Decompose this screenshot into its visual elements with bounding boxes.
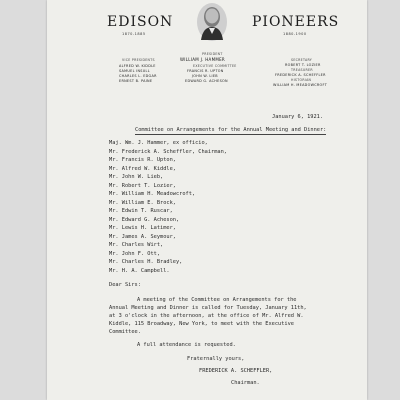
member-line: Mr. James A. Seymour, (109, 233, 176, 240)
member-line: Mr. Charles Wirt, (109, 242, 164, 248)
vice-president-name: CHARLES L. EDGAR (119, 74, 157, 78)
member-line: Mr. Robert T. Lozier, (109, 182, 176, 189)
member-line: Mr. John F. Ott, (109, 250, 161, 257)
portrait-image (193, 0, 231, 42)
member-line: Mr. Edward G. Acheson, (109, 216, 180, 223)
letterhead-year-right: 1880-1900 (283, 32, 307, 36)
vice-presidents-heading: VICE PRESIDENTS (122, 58, 155, 62)
salutation: Dear Sirs: (109, 282, 141, 288)
member-line: Mr. Frederick A. Scheffler, Chairman, (109, 148, 227, 155)
treasurer-heading: TREASURER (291, 68, 313, 72)
member-line: Mr. John W. Lieb, (109, 174, 164, 180)
signer-title: Chairman. (231, 380, 260, 386)
vice-president-name: SAMUEL INSULL (119, 69, 150, 73)
member-line: Mr. Alfred W. Kiddle, (109, 165, 176, 172)
president-name: WILLIAM J. HAMMER (180, 57, 226, 62)
letterhead-org-left: EDISON (107, 14, 174, 30)
letterhead-org-right: PIONEERS (252, 14, 340, 30)
body-line: Annual Meeting and Dinner is called for Tuesday, January 11th, (109, 305, 307, 311)
executive-member-name: JOHN W. LIEB (192, 74, 218, 78)
letter-date: January 6, 1921. (272, 114, 324, 120)
member-line: Mr. H. A. Campbell. (109, 267, 170, 274)
letterhead-year-left: 1870-1885 (122, 32, 146, 36)
historian-name: WILLIAM H. MEADOWCROFT (273, 83, 328, 87)
body-line: Committee. (109, 329, 141, 335)
member-line: Mr. William H. Meadowcroft, (109, 191, 196, 197)
president-heading: PRESIDENT (202, 52, 223, 56)
executive-member-name: FRANCIS R. UPTON (187, 69, 224, 73)
body-line: A meeting of the Committee on Arrangements for the (137, 297, 297, 303)
closing-line: Fraternally yours, (187, 356, 245, 362)
member-line: Mr. Charles H. Bradley, (109, 259, 183, 265)
executive-committee-heading: EXECUTIVE COMMITTEE (193, 64, 237, 68)
member-line: Mr. William E. Brock, (109, 199, 176, 206)
treasurer-name: FREDERICK A. SCHEFFLER (275, 73, 326, 77)
secretary-name: ROBERT T. LOZIER (285, 63, 321, 67)
vice-president-name: ALFRED W. KIDDLE (119, 64, 156, 68)
historian-heading: HISTORIAN (291, 78, 312, 82)
member-line: Mr. Lewis H. Latimer, (109, 225, 176, 231)
body-line: at 3 o'clock in the afternoon, at the office of Mr. Alfred W. (109, 313, 304, 319)
signer-name: FREDERICK A. SCHEFFLER, (199, 368, 273, 374)
body-line: Kiddle, 115 Broadway, New York, to meet with the Executive (109, 321, 294, 327)
member-line: Maj. Wm. J. Hammer, ex officio, (109, 140, 208, 146)
attendance-line: A full attendance is requested. (137, 342, 236, 348)
member-line: Mr. Edwin T. Ruscar, (109, 208, 173, 214)
secretary-heading: SECRETARY (291, 58, 313, 62)
executive-member-name: EDWARD G. ACHESON (185, 79, 228, 83)
letter-subject: Committee on Arrangements for the Annual Meeting and Dinner: (135, 127, 327, 133)
vice-president-name: ERNEST B. PAINE (119, 79, 153, 83)
member-line: Mr. Francis R. Upton, (109, 157, 176, 163)
letter-page (47, 0, 367, 400)
